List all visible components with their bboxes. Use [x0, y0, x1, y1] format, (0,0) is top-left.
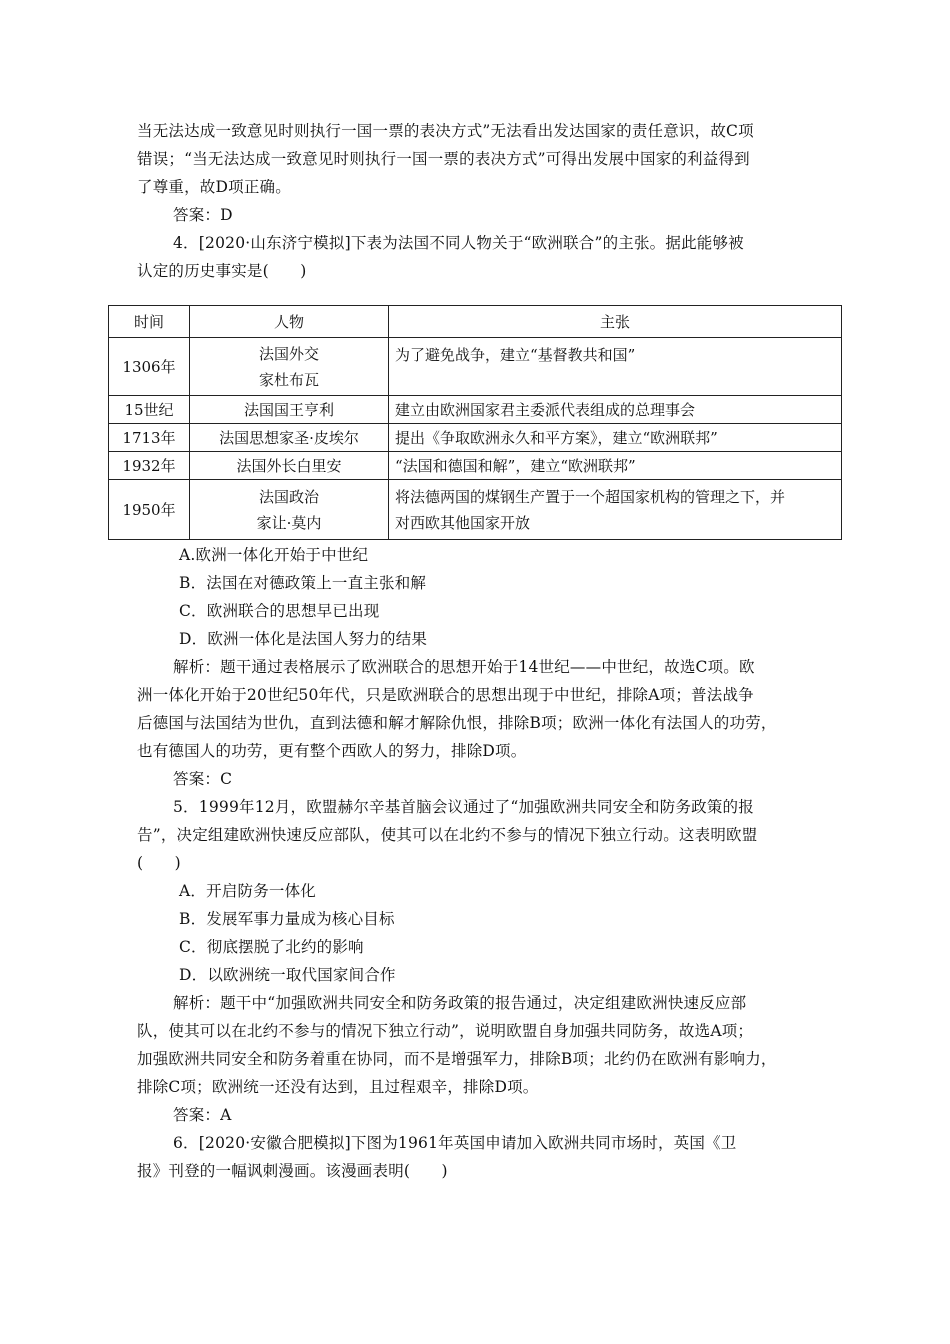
table-header-row	[109, 306, 842, 338]
table-header-cell: 主张	[389, 306, 842, 338]
text-line: 当无法达成一致意见时则执行一国一票的表决方式”无法看出发达国家的责任意识，故C项	[137, 122, 754, 140]
option-c: C．彻底摆脱了北约的影响	[179, 938, 364, 956]
cell-line: 家让·莫内	[256, 513, 322, 532]
cell-line: 为了避免战争，建立“基督教共和国”	[395, 346, 636, 364]
question-5-stem: 5．1999年12月，欧盟赫尔辛基首脑会议通过了“加强欧洲共同安全和防务政策的报	[173, 798, 754, 816]
question-4-stem: 4．[2020·山东济宁模拟]下表为法国不同人物关于“欧洲联合”的主张。据此能够被	[173, 234, 744, 252]
question-5-stem: ( )	[137, 854, 181, 872]
analysis-line: 洲一体化开始于20世纪50年代，只是欧洲联合的思想出现于中世纪，排除A项；普法战争	[137, 686, 754, 704]
claim-cell	[389, 480, 842, 540]
cell-line: 法国思想家圣·皮埃尔	[219, 428, 359, 447]
person-cell	[190, 480, 389, 540]
analysis-line: 后德国与法国结为世仇，直到法德和解才解除仇恨，排除B项；欧洲一体化有法国人的功劳，	[137, 714, 777, 732]
question-4-table	[108, 305, 842, 540]
time-cell: 1950年	[109, 480, 190, 540]
cell-line: 法国政治	[258, 487, 319, 506]
text-line: 错误；“当无法达成一致意见时则执行一国一票的表决方式”可得出发展中国家的利益得到	[137, 150, 750, 168]
analysis-line: 队，使其可以在北约不参与的情况下独立行动”，说明欧盟自身加强共同防务，故选A项；	[137, 1022, 754, 1040]
table-row	[109, 424, 842, 452]
claim-cell	[389, 396, 842, 424]
time-cell: 1306年	[109, 338, 190, 396]
person-cell	[190, 424, 389, 452]
table-row	[109, 396, 842, 424]
claim-cell	[389, 424, 842, 452]
question-4-stem: 认定的历史事实是( )	[137, 262, 307, 280]
time-cell: 1713年	[109, 424, 190, 452]
option-c: C．欧洲联合的思想早已出现	[179, 602, 380, 620]
question-6-stem: 6．[2020·安徽合肥模拟]下图为1961年英国申请加入欧洲共同市场时，英国《卫	[173, 1134, 737, 1152]
table-header-cell: 人物	[190, 306, 389, 338]
analysis-line: 加强欧洲共同安全和防务着重在协同，而不是增强军力，排除B项；北约仍在欧洲有影响力，	[137, 1050, 777, 1068]
table-row	[109, 480, 842, 540]
table-row	[109, 338, 842, 396]
text-line: 了尊重，故D项正确。	[137, 178, 291, 196]
claim-cell	[389, 452, 842, 480]
cell-line: 将法德两国的煤钢生产置于一个超国家机构的管理之下，并	[395, 487, 786, 506]
cell-line: “法国和德国和解”，建立“欧洲联邦”	[395, 456, 636, 475]
cell-line: 法国国王亨利	[243, 400, 334, 419]
analysis-line: 解析：题干中“加强欧洲共同安全和防务政策的报告通过，决定组建欧洲快速反应部	[173, 994, 747, 1012]
time-cell: 15世纪	[109, 396, 190, 424]
person-cell	[190, 338, 389, 396]
analysis-line: 排除C项；欧洲统一还没有达到，且过程艰辛，排除D项。	[137, 1078, 539, 1096]
person-cell	[190, 396, 389, 424]
analysis-line: 解析：题干通过表格展示了欧洲联合的思想开始于14世纪——中世纪，故选C项。欧	[173, 658, 755, 676]
answer-line: 答案：D	[173, 206, 233, 224]
cell-line: 建立由欧洲国家君主委派代表组成的总理事会	[395, 400, 696, 419]
analysis-line: 也有德国人的功劳，更有整个西欧人的努力，排除D项。	[137, 742, 527, 760]
option-d: D．欧洲一体化是法国人努力的结果	[179, 630, 428, 648]
cell-line: 家杜布瓦	[258, 370, 319, 389]
cell-line: 提出《争取欧洲永久和平方案》，建立“欧洲联邦”	[395, 428, 718, 447]
claim-cell	[389, 338, 842, 396]
option-a: A．开启防务一体化	[179, 882, 316, 900]
cell-line: 对西欧其他国家开放	[395, 513, 531, 532]
time-cell: 1932年	[109, 452, 190, 480]
question-6-stem: 报》刊登的一幅讽刺漫画。该漫画表明( )	[137, 1162, 448, 1180]
option-b: B．发展军事力量成为核心目标	[179, 910, 395, 928]
person-cell	[190, 452, 389, 480]
answer-line: 答案：A	[173, 1106, 232, 1124]
option-b: B．法国在对德政策上一直主张和解	[179, 574, 427, 592]
answer-line: 答案：C	[173, 770, 233, 788]
question-5-stem: 告”，决定组建欧洲快速反应部队，使其可以在北约不参与的情况下独立行动。这表明欧盟	[137, 826, 758, 844]
table-row	[109, 452, 842, 480]
cell-line: 法国外交	[258, 344, 319, 363]
table-header-cell: 时间	[109, 306, 190, 338]
option-d: D．以欧洲统一取代国家间合作	[179, 966, 396, 984]
option-a: A.欧洲一体化开始于中世纪	[179, 546, 369, 564]
cell-line: 法国外长白里安	[236, 456, 342, 475]
